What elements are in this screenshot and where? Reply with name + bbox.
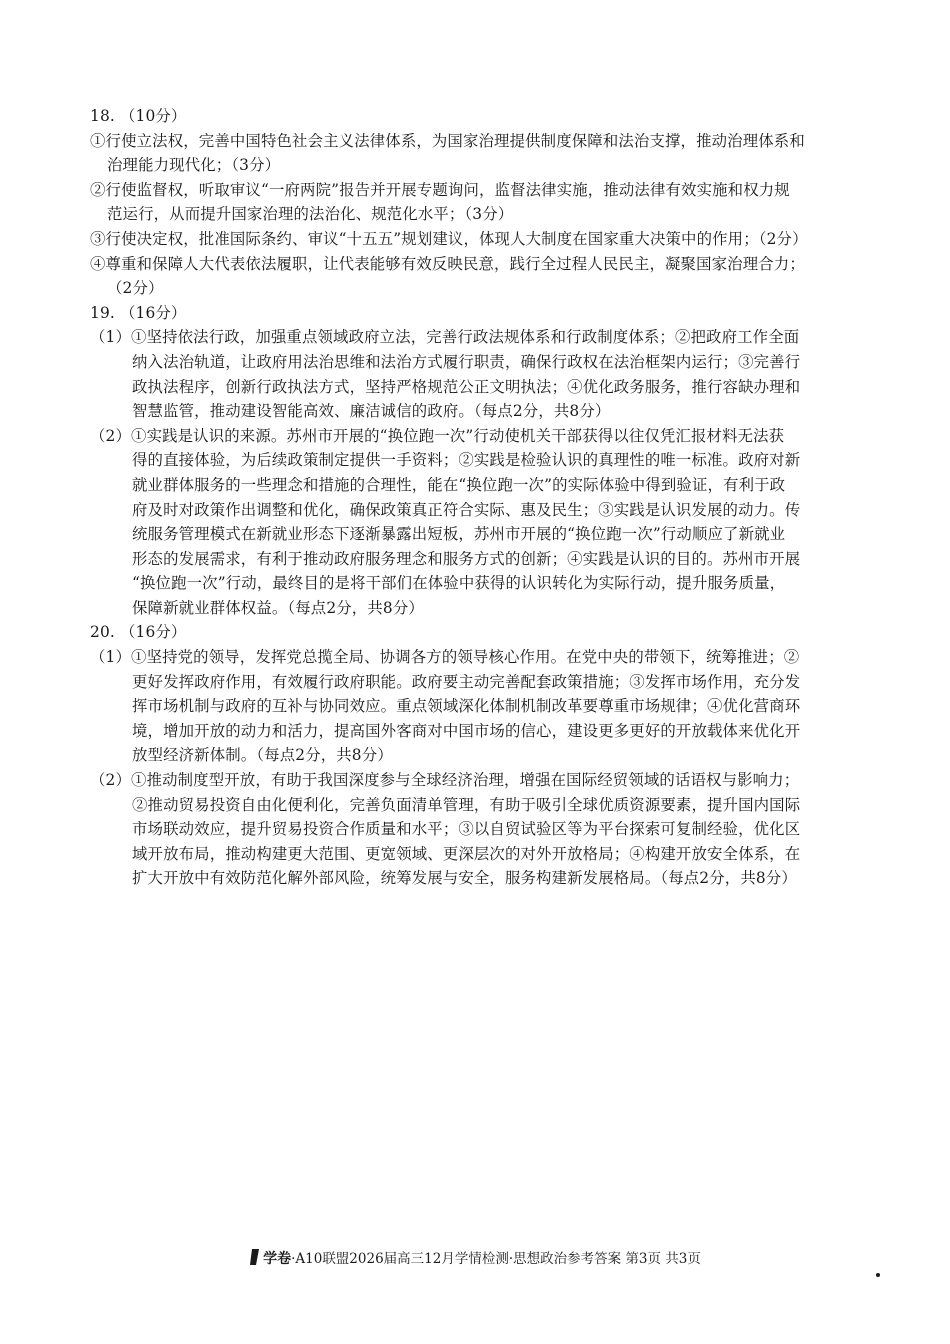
q20-part1-line1: （1）①坚持党的领导，发挥党总揽全局、协调各方的领导核心作用。在党中央的带领下，统筹推进；②	[90, 648, 800, 667]
q20-part1-line3: 挥市场机制与政府的互补与协同效应。重点领域深化体制机制改革要尊重市场规律；④优化营商环	[132, 697, 801, 716]
q20-part1-line2: 更好发挥政府作用，有效履行政府职能。政府要主动完善配套政策措施；③发挥市场作用，充分发	[132, 672, 801, 691]
q19-part2-line2: 得的直接体验，为后续政策制定提供一手资料；②实践是检验认识的真理性的唯一标准。政府对新	[132, 451, 801, 470]
q20-part1-line4: 境，增加开放的动力和活力，提高国外客商对中国市场的信心，建设更多更好的开放载体来优化开	[132, 721, 801, 740]
q19-part2-line8: 保障新就业群体权益。（每点2分，共8分）	[132, 598, 424, 617]
q19-part2-line4: 府及时对政策作出调整和优化，确保政策真正符合实际、惠及民生；③实践是认识发展的动力。传	[132, 500, 801, 519]
q20-part2-line2: ②推动贸易投资自由化便利化，完善负面清单管理，有助于吸引全球优质资源要素，提升国内国际	[132, 795, 801, 814]
q18-point2-line1: ②行使监督权，听取审议“一府两院”报告并开展专题询问，监督法律实施，推动法律有效实施和权力规	[90, 180, 790, 199]
q19-header: 19. （16分）	[90, 303, 187, 322]
q20-part2-line5: 扩大开放中有效防范化解外部风险，统筹发展与安全，服务构建新发展格局。（每点2分，共8分）	[132, 869, 797, 888]
q19-part1-line2: 纳入法治轨道，让政府用法治思维和法治方式履行职责，确保行政权在法治框架内运行；③完善行	[132, 352, 801, 371]
q19-part1-line1: （1）①坚持依法行政，加强重点领域政府立法，完善行政法规体系和行政制度体系；②把政府工作全面	[90, 328, 800, 347]
q18-point4-line2: （2分）	[107, 279, 164, 298]
q19-part2-line7: “换位跑一次”行动，最终目的是将干部们在体验中获得的认识转化为实际行动，提升服务质量，	[132, 574, 786, 593]
page-footer	[0, 1248, 950, 1272]
q19-part2-line1: （2）①实践是认识的来源。苏州市开展的“换位跑一次”行动使机关干部获得以往仅凭汇报材料无法获	[90, 426, 785, 445]
q20-part2-line4: 域开放布局，推动构建更大范围、更宽领域、更深层次的对外开放格局；④构建开放安全体系，在	[132, 844, 801, 863]
q19-part2-line3: 就业群体服务的一些理念和措施的合理性，能在“换位跑一次”的实际体验中得到验证，有利于政	[132, 475, 786, 494]
q19-part2-line6: 形态的发展需求，有利于推动政府服务理念和服务方式的创新；④实践是认识的目的。苏州市开展	[132, 549, 801, 568]
corner-mark	[876, 1273, 880, 1277]
answer-content	[90, 104, 865, 891]
q18-header: 18. （10分）	[90, 107, 187, 125]
q18-point3-line1: ③行使决定权，批准国际条约、审议“十五五”规划建议，体现人大制度在国家重大决策中的作用；（2分）	[90, 229, 808, 248]
q20-part1-line5: 放型经济新体制。（每点2分，共8分）	[132, 746, 393, 765]
footer-text: ·A10联盟2026届高三12月学情检测·思想政治参考答案 第3页 共3页	[291, 1251, 701, 1267]
q19-part2-line5: 统服务管理模式在新就业形态下逐渐暴露出短板，苏州市开展的“换位跑一次”行动顺应了新就业	[132, 525, 786, 544]
brand-logo-icon	[249, 1248, 261, 1272]
q18-point4-line1: ④尊重和保障人大代表依法履职，让代表能够有效反映民意，践行全过程人民民主，凝聚国家治理合力；	[90, 254, 805, 273]
q20-part2-line1: （2）①推动制度型开放，有助于我国深度参与全球经济治理，增强在国际经贸领域的话语权与影响力；	[90, 771, 800, 790]
q18-point1-line1: ①行使立法权，完善中国特色社会主义法律体系，为国家治理提供制度保障和法治支撑，推动治理体系和	[90, 131, 805, 150]
q18-point2-line2: 范运行，从而提升国家治理的法治化、规范化水平；（3分）	[107, 205, 514, 224]
q20-header: 20. （16分）	[90, 623, 187, 642]
q20-part2-line3: 市场联动效应，提升贸易投资合作质量和水平；③以自贸试验区等为平台探索可复制经验，优化区	[132, 820, 801, 839]
q19-part1-line4: 智慧监管，推动建设智能高效、廉洁诚信的政府。（每点2分，共8分）	[132, 402, 611, 421]
brand-logo-text: 学卷	[263, 1251, 292, 1267]
q18-point1-line2: 治理能力现代化；（3分）	[107, 156, 281, 175]
q19-part1-line3: 政执法程序，创新行政执法方式，坚持严格规范公正文明执法；④优化政务服务，推行容缺办理和	[132, 377, 801, 396]
